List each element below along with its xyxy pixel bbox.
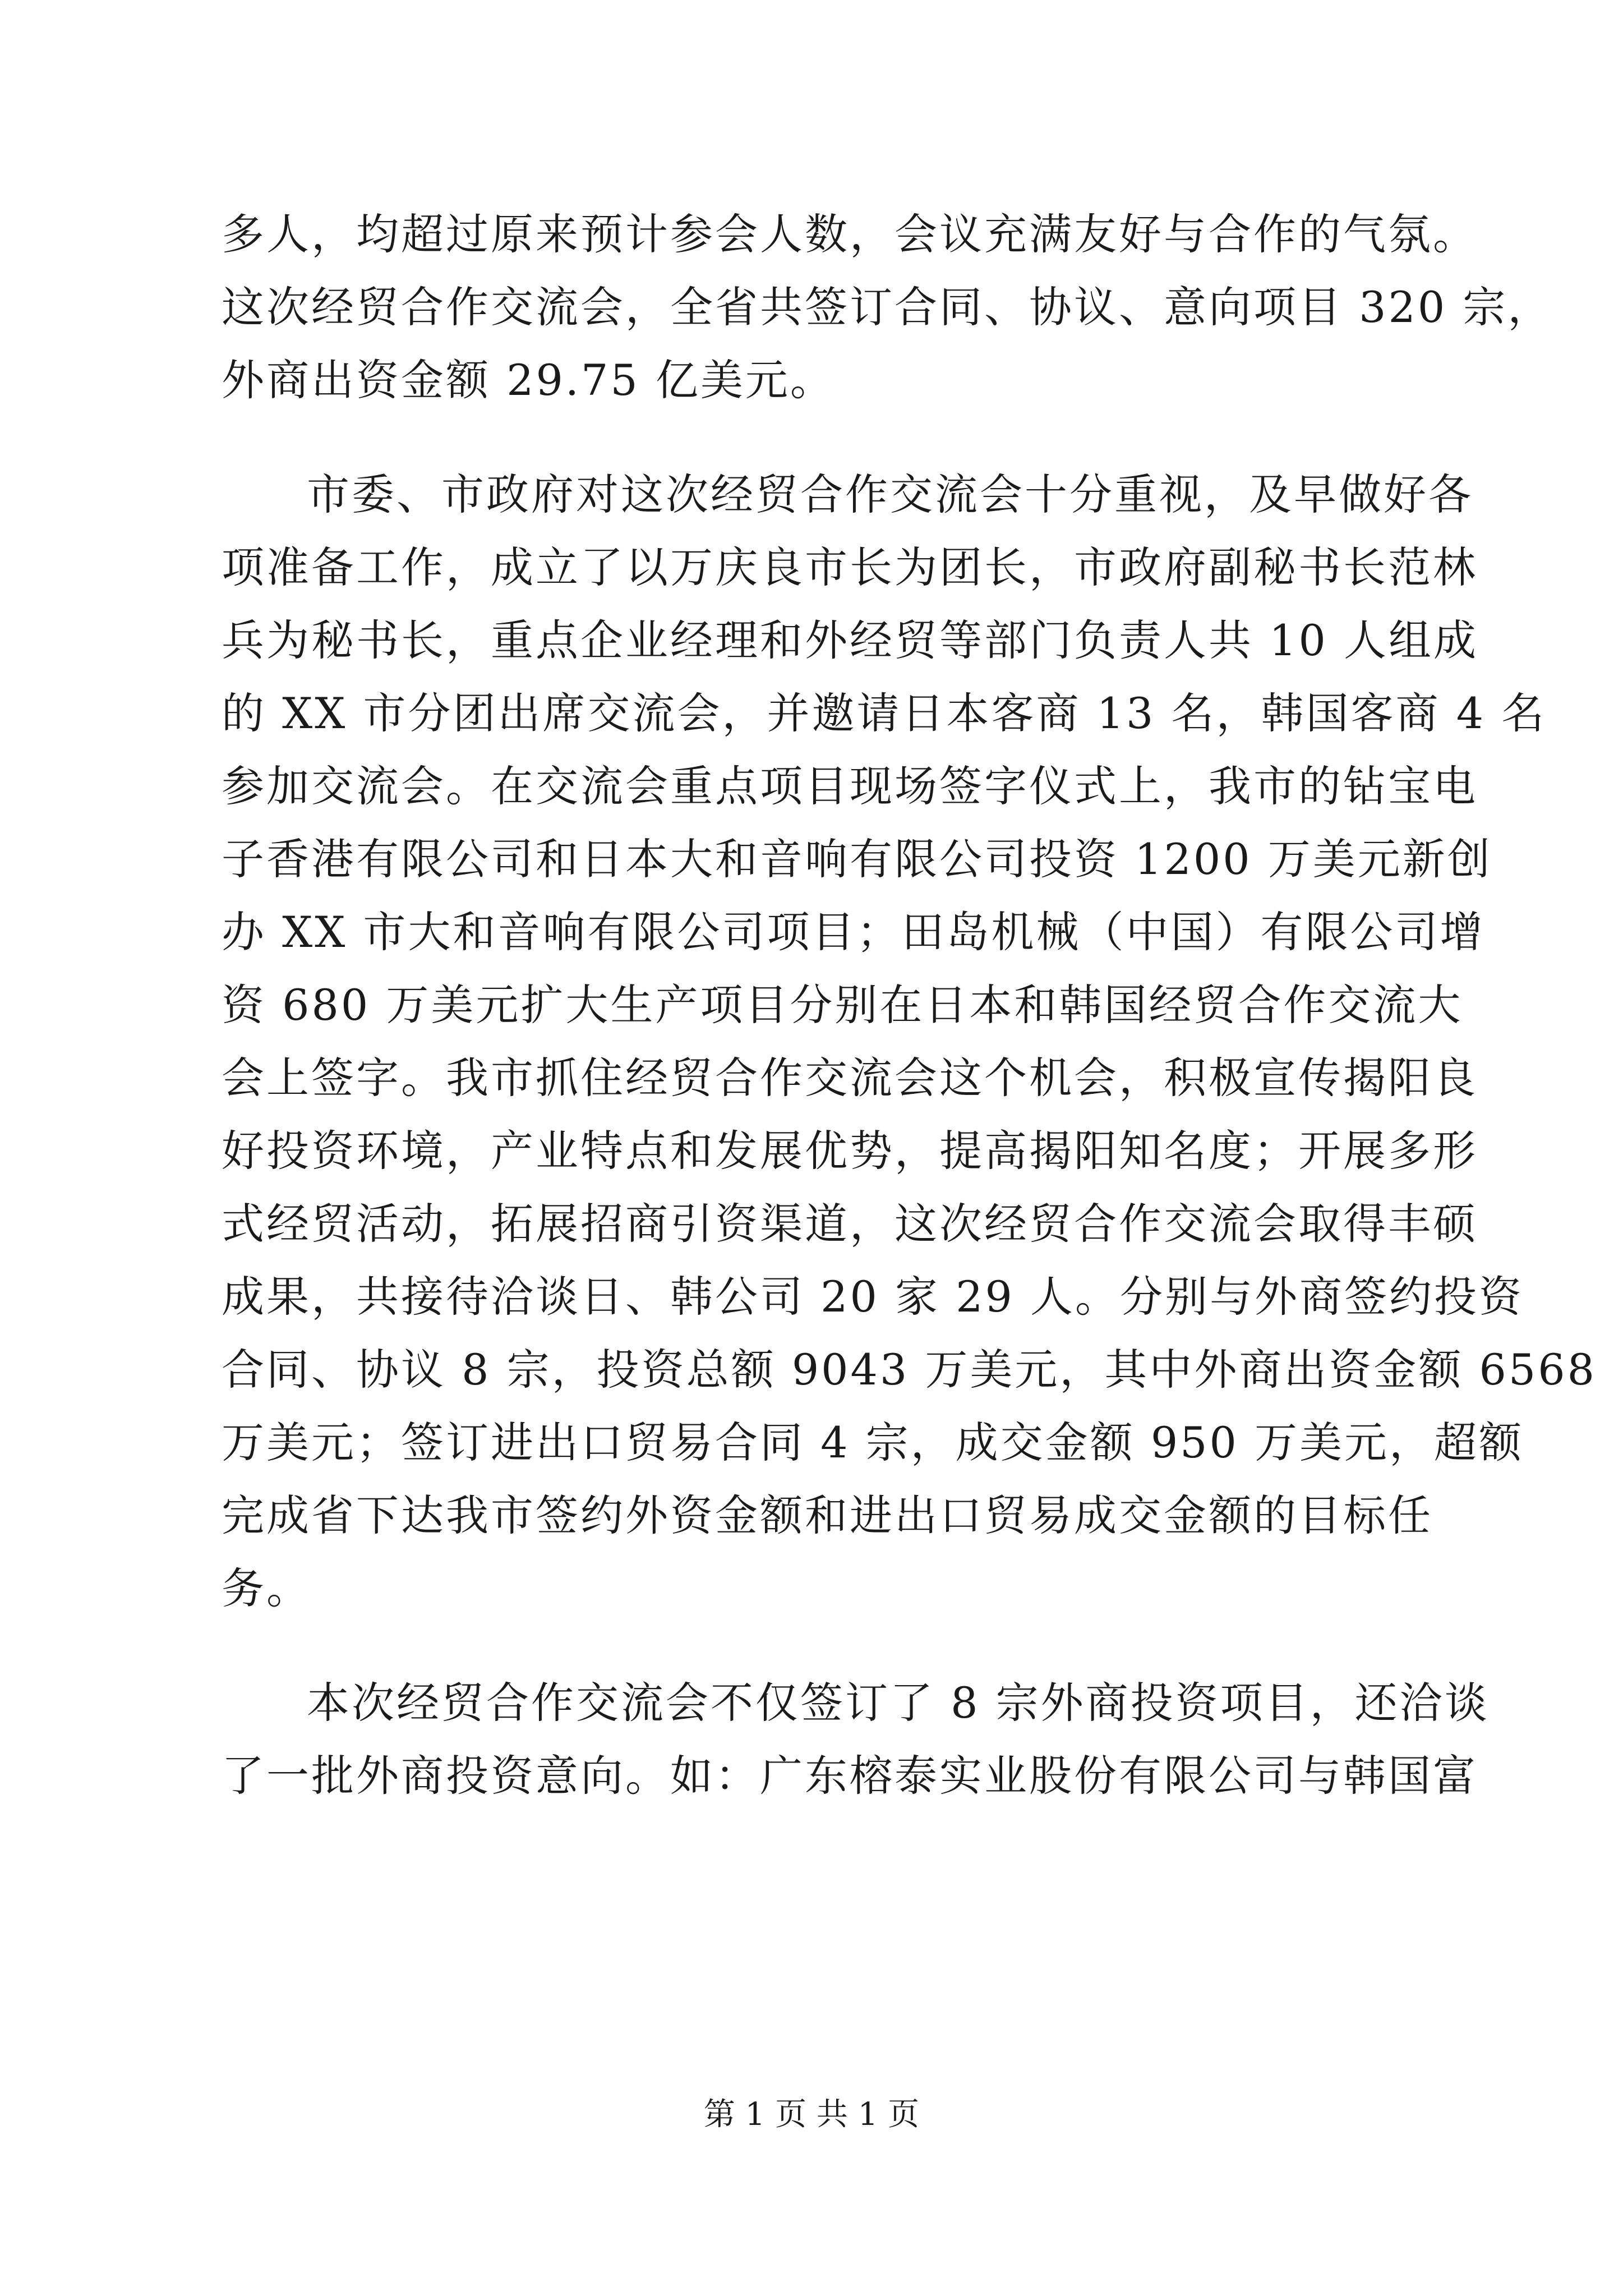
body-text — [222, 198, 1597, 1812]
text-line: 参加交流会。在交流会重点项目现场签字仪式上，我市的钻宝电 — [222, 761, 1478, 811]
text-line: 资 680 万美元扩大生产项目分别在日本和韩国经贸合作交流大 — [222, 980, 1463, 1030]
page-footer — [0, 2095, 1623, 2134]
text-line: 会上签字。我市抓住经贸合作交流会这个机会，积极宣传揭阳良 — [222, 1053, 1478, 1103]
text-line: 好投资环境，产业特点和发展优势，提高揭阳知名度；开展多形 — [222, 1126, 1478, 1176]
text-line: 成果，共接待洽谈日、韩公司 20 家 29 人。分别与外商签约投资 — [222, 1272, 1524, 1322]
text-line: 合同、协议 8 宗，投资总额 9043 万美元，其中外商出资金额 6568 — [222, 1345, 1597, 1395]
paragraph — [222, 458, 1597, 1625]
paragraph-spacing — [222, 417, 1422, 458]
text-line: 市委、市政府对这次经贸合作交流会十分重视，及早做好各 — [307, 470, 1473, 519]
text-line: 务。 — [222, 1563, 311, 1613]
text-line: 子香港有限公司和日本大和音响有限公司投资 1200 万美元新创 — [222, 834, 1492, 884]
text-line: 兵为秘书长，重点企业经理和外经贸等部门负责人共 10 人组成 — [222, 615, 1479, 665]
text-line: 外商出资金额 29.75 亿美元。 — [222, 355, 835, 405]
text-line: 了一批外商投资意向。如：广东榕泰实业股份有限公司与韩国富 — [222, 1751, 1478, 1801]
text-line: 办 XX 市大和音响有限公司项目；田岛机械（中国）有限公司增 — [222, 907, 1485, 957]
text-line: 完成省下达我市签约外资金额和进出口贸易成交金额的目标任 — [222, 1490, 1433, 1540]
text-line: 的 XX 市分团出席交流会，并邀请日本客商 13 名，韩国客商 4 名 — [222, 688, 1547, 738]
text-line: 这次经贸合作交流会，全省共签订合同、协议、意向项目 320 宗， — [222, 282, 1553, 332]
text-line: 项准备工作，成立了以万庆良市长为团长，市政府副秘书长范林 — [222, 542, 1478, 592]
text-line: 式经贸活动，拓展招商引资渠道，这次经贸合作交流会取得丰硕 — [222, 1199, 1478, 1249]
text-line: 本次经贸合作交流会不仅签订了 8 宗外商投资项目，还洽谈 — [307, 1678, 1490, 1728]
paragraph — [222, 1667, 1490, 1812]
paragraph — [222, 198, 1553, 417]
text-line: 万美元；签订进出口贸易合同 4 宗，成交金额 950 万美元，超额 — [222, 1418, 1524, 1467]
text-line: 多人，均超过原来预计参会人数，会议充满友好与合作的气氛。 — [222, 209, 1478, 259]
paragraph-spacing — [222, 1625, 1422, 1667]
page-number-label: 第 1 页 共 1 页 — [703, 2096, 920, 2133]
